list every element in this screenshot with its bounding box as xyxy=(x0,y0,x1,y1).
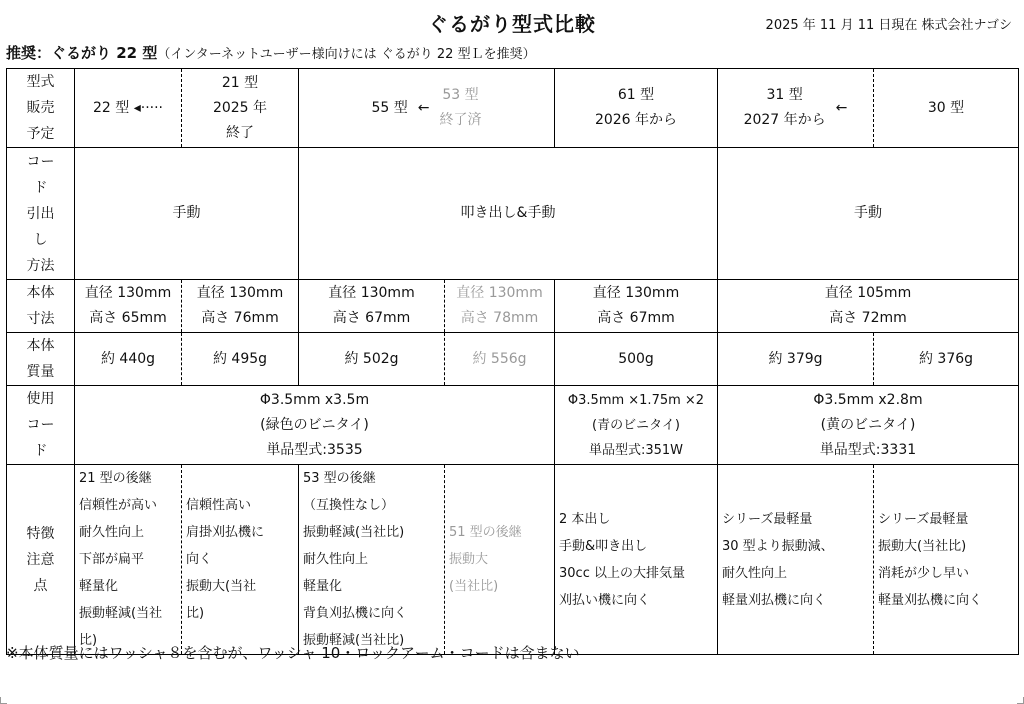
cell-31-sales: 31 型 2027 年から ← xyxy=(718,69,874,148)
cell-53-size: 直径 130mm 高さ 78mm xyxy=(445,280,555,333)
row-mass xyxy=(7,333,1019,386)
cell-cord-tap-manual: 叩き出し&手動 xyxy=(299,148,718,280)
cell-30-features: シリーズ最軽量 振動大(当社比) 消耗が少し早い 軽量刈払機に向く xyxy=(874,465,1019,655)
cell-61-size: 直径 130mm 高さ 67mm xyxy=(555,280,718,333)
cell-cord-green: Φ3.5mm x3.5m (緑色のビニタイ) 単品型式:3535 xyxy=(75,386,555,465)
cell-30-sales: 30 型 xyxy=(874,69,1019,148)
cell-cord-manual-c: 手動 xyxy=(718,148,1019,280)
page-title: ぐるがり型式比較 xyxy=(428,12,596,36)
dotted-arrow-icon: ◂····· xyxy=(133,99,163,116)
row-label-cord-method: コー ド 引出 し 方法 xyxy=(7,148,75,280)
cell-61-mass: 500g xyxy=(555,333,718,386)
row-label-sales: 型式 販売 予定 xyxy=(7,69,75,148)
footnote: ※本体質量にはワッシャ８を含むが、ワッシャ 10・ロックアーム・コードは含まない xyxy=(6,644,580,662)
cell-cord-yellow: Φ3.5mm x2.8m (黄のビニタイ) 単品型式:3331 xyxy=(718,386,1019,465)
cell-22-size: 直径 130mm 高さ 65mm xyxy=(75,280,182,333)
cell-61-features: 2 本出し 手動&叩き出し 30cc 以上の大排気量 刈払い機に向く xyxy=(555,465,718,655)
arrow-left-icon: ← xyxy=(835,99,848,116)
cell-31-features: シリーズ最軽量 30 型より振動減、 耐久性向上 軽量刈払機に向く xyxy=(718,465,874,655)
row-label-features: 特徴 注意 点 xyxy=(7,465,75,655)
cell-55-size: 直径 130mm 高さ 67mm xyxy=(299,280,445,333)
row-label-use-cord: 使用 コー ド xyxy=(7,386,75,465)
date-company: 2025 年 11 月 11 日現在 株式会社ナゴシ xyxy=(765,18,1012,33)
cell-31-mass: 約 379g xyxy=(718,333,874,386)
row-sales xyxy=(7,69,1019,148)
arrow-left-icon: ← xyxy=(417,99,430,116)
row-use-cord xyxy=(7,386,1019,465)
row-size xyxy=(7,280,1019,333)
recommendation-main: 推奨：ぐるがり 22 型 xyxy=(6,44,158,62)
cell-21-sales: 21 型 2025 年 終了 xyxy=(182,69,299,148)
row-cord-method xyxy=(7,148,1019,280)
cell-55-features: 53 型の後継 （互換性なし） 振動軽減(当社比) 耐久性向上 軽量化 背負刈払機に向く 振動軽減(当社比) xyxy=(299,465,445,655)
recommendation-sub: （インターネットユーザー様向けには ぐるがり 22 型Ｌを推奨） xyxy=(157,47,536,62)
cell-cord-manual-a: 手動 xyxy=(75,148,299,280)
cell-21-mass: 約 495g xyxy=(182,333,299,386)
cell-31-30-size: 直径 105mm 高さ 72mm xyxy=(718,280,1019,333)
cell-30-mass: 約 376g xyxy=(874,333,1019,386)
cell-55-53-sales: 55 型 ← 53 型 終了済 xyxy=(299,69,555,148)
cell-21-size: 直径 130mm 高さ 76mm xyxy=(182,280,299,333)
crop-mark xyxy=(0,697,7,704)
cell-61-sales: 61 型 2026 年から xyxy=(555,69,718,148)
cell-21-features: 信頼性高い 肩掛刈払機に 向く 振動大(当社 比) xyxy=(182,465,299,655)
comparison-table xyxy=(6,68,1019,655)
cell-cord-blue: Φ3.5mm ×1.75m ×2 (青のビニタイ) 単品型式:351W xyxy=(555,386,718,465)
row-label-mass: 本体 質量 xyxy=(7,333,75,386)
cell-53-features: 51 型の後継 振動大 (当社比) xyxy=(445,465,555,655)
cell-53-mass: 約 556g xyxy=(445,333,555,386)
cell-22-features: 21 型の後継 信頼性が高い 耐久性向上 下部が扁平 軽量化 振動軽減(当社 比) xyxy=(75,465,182,655)
cell-22-sales: 22 型 ◂····· xyxy=(75,69,182,148)
cell-22-mass: 約 440g xyxy=(75,333,182,386)
crop-mark xyxy=(1017,697,1024,704)
recommendation xyxy=(6,42,536,63)
row-features xyxy=(7,465,1019,655)
row-label-size: 本体 寸法 xyxy=(7,280,75,333)
cell-55-mass: 約 502g xyxy=(299,333,445,386)
